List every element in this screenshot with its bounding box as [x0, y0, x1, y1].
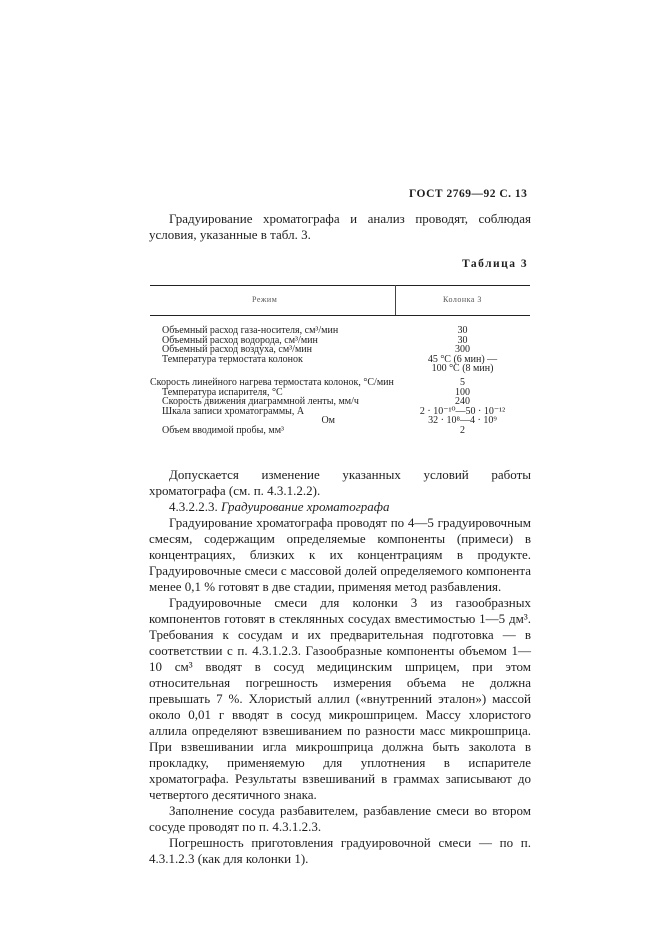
table-top-rule	[150, 285, 530, 286]
row-value: 2 · 10⁻¹⁰—50 · 10⁻¹²	[419, 405, 506, 417]
row-param: Шкала записи хроматограммы, А	[162, 405, 305, 417]
row-param: Температура испарителя, °С	[162, 386, 283, 398]
row-param: Ом	[321, 415, 335, 427]
paragraph: Допускается изменение указанных условий работы хроматографа (см. п. 4.3.1.2.2).	[149, 467, 531, 498]
row-param: Скорость движения диаграммной ленты, мм/ч	[162, 396, 359, 408]
row-param: Объемный расход воздуха, см³/мин	[162, 344, 312, 356]
section-heading	[149, 499, 531, 515]
paragraph: Градуирование хроматографа проводят по 4—5 градуировочным смесям, содержащим определяемые компоненты (примеси) в концентрациях, близких к их концентрациям в продукте. Градуировочные смеси с массовой долей определяемого компонента менее 0,1 % готовят в две стадии, применяя метод разбавления.	[149, 515, 531, 594]
intro-paragraph: Градуирование хроматографа и анализ проводят, соблюдая условия, указанные в табл. 3.	[149, 211, 531, 242]
row-value: 30	[457, 325, 468, 336]
paragraph: Заполнение сосуда разбавителем, разбавление смеси во втором сосуде проводят по п. 4.3.1.2.3.	[149, 803, 531, 834]
paragraph: Погрешность приготовления градуировочной смеси — по п. 4.3.1.2.3 (как для колонки 1).	[149, 835, 531, 866]
table-row	[150, 426, 530, 436]
table-header-param: Режим	[252, 295, 278, 304]
row-value: 30	[457, 334, 468, 346]
page-header: ГОСТ 2769—92 С. 13	[409, 188, 528, 200]
table-label: Таблица 3	[462, 258, 529, 270]
row-param: Скорость линейного нагрева термостата колонок, °С/мин	[150, 376, 394, 388]
row-value: 5	[460, 376, 465, 388]
body-text	[149, 467, 531, 867]
row-param: Объемный расход водорода, см³/мин	[162, 334, 318, 346]
row-value: 2	[460, 424, 465, 436]
table-header-rule	[150, 315, 530, 316]
table-header-value: Колонка 3	[443, 295, 482, 304]
row-value: 300	[455, 344, 470, 356]
row-value: 100 °С (8 мин)	[431, 363, 494, 375]
row-value: 32 · 10⁸—4 · 10⁹	[428, 415, 497, 427]
paragraph: Градуировочные смеси для колонки 3 из газообразных компонентов готовят в стеклянных сосудах вместимостью 1—5 дм³. Требования к сосудам и их предварительная подготовка — в соответствии с п. 4.3.1.2.3. Газообразные компоненты объемом 1—10 см³ вводят в сосуд медицинским шприцем, при этом относительная погрешность измерения объема не должна превышать 7 %. Хлористый аллил («внутренний эталон») массой около 0,01 г вводят в сосуд микрошприцем. Массу хлористого аллила определяют взвешиванием по разности масс микрошприца. При взвешивании игла микрошприца должна быть заколота в прокладку, применяемую для уплотнения в испарителе хроматографа. Результаты взвешиваний в граммах записывают до четвертого десятичного знака.	[149, 595, 531, 802]
section-title: Градуирование хроматографа	[221, 499, 390, 514]
section-number: 4.3.2.2.3.	[169, 499, 218, 514]
row-value: 240	[455, 396, 470, 408]
table-header-divider	[395, 285, 396, 315]
row-param: Объемный расход газа-носителя, см³/мин	[162, 325, 339, 336]
table-body	[150, 326, 530, 436]
row-value: 45 °С (6 мин) —	[427, 353, 498, 365]
row-param: Температура термостата колонок	[162, 353, 303, 365]
table-row	[150, 364, 530, 374]
row-param: Объем вводимой пробы, мм³	[162, 424, 285, 436]
row-param	[150, 364, 395, 374]
row-value: 100	[455, 386, 470, 398]
